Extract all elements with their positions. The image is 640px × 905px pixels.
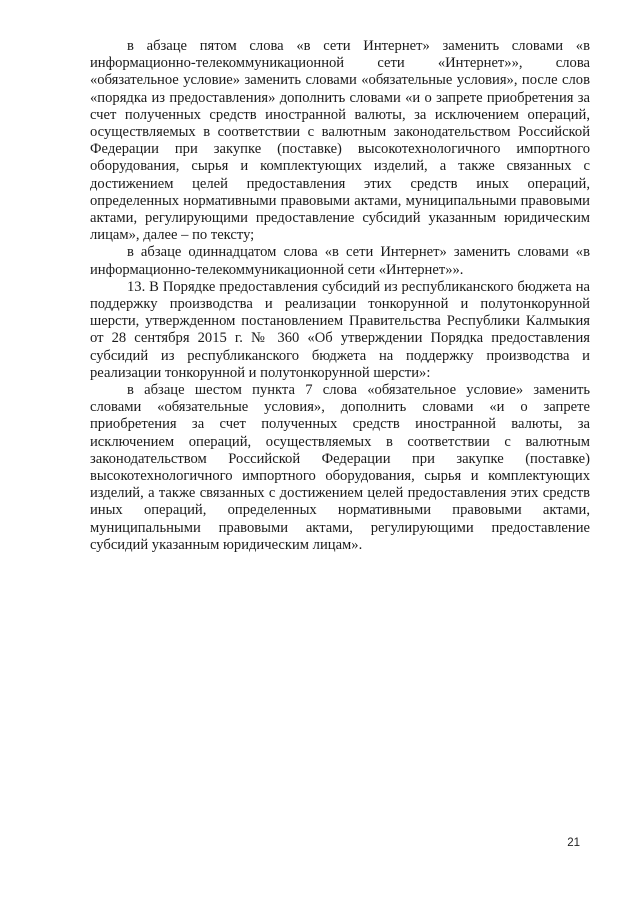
page-number: 21	[567, 837, 580, 849]
paragraph-item-13: 13. В Порядке предоставления субсидий из республиканского бюджета на поддержку производства и реализации тонкорунной и полутонкорунной шерсти, утвержденном постановлением Правительства Республики Калмыкия от 28 сентября 2015 г. № 360 «Об утверждении Порядка предоставления субсидий из республиканского бюджета на поддержку производства и реализации тонкорунной и полутонкорунной шерсти»:	[90, 278, 590, 381]
document-body	[90, 38, 590, 554]
paragraph-abzac-odinnadcatyi: в абзаце одиннадцатом слова «в сети Интернет» заменить словами «в информационно-телекоммуникационной сети «Интернет»».	[90, 244, 590, 278]
paragraph-abzac-shestoi: в абзаце шестом пункта 7 слова «обязательное условие» заменить словами «обязательные условия», дополнить словами «и о запрете приобретения за счет полученных средств иностранной валюты, за исключением операций, осуществляемых в соответствии с валютным законодательством Российской Федерации при закупке (поставке) высокотехнологичного импортного оборудования, сырья и комплектующих изделий, а также связанных с достижением целей предоставления этих средств иных операций, определенных нормативными правовыми актами, муниципальными правовыми актами, регулирующими предоставление субсидий указанным юридическим лицам».	[90, 382, 590, 553]
paragraph-abzac-pyatyi: в абзаце пятом слова «в сети Интернет» заменить словами «в информационно-телекоммуникационной сети «Интернет»», слова «обязательное условие» заменить словами «обязательные условия», после слов «порядка из предоставления» дополнить словами «и о запрете приобретения за счет полученных средств иностранной валюты, за исключением операций, осуществляемых в соответствии с валютным законодательством Российской Федерации при закупке (поставке) высокотехнологичного импортного оборудования, сырья и комплектующих изделий, а также связанных с достижением целей предоставления этих средств иных операций, определенных нормативными правовыми актами, муниципальными правовыми актами, регулирующими предоставление субсидий указанным юридическим лицам», далее – по тексту;	[90, 38, 590, 244]
